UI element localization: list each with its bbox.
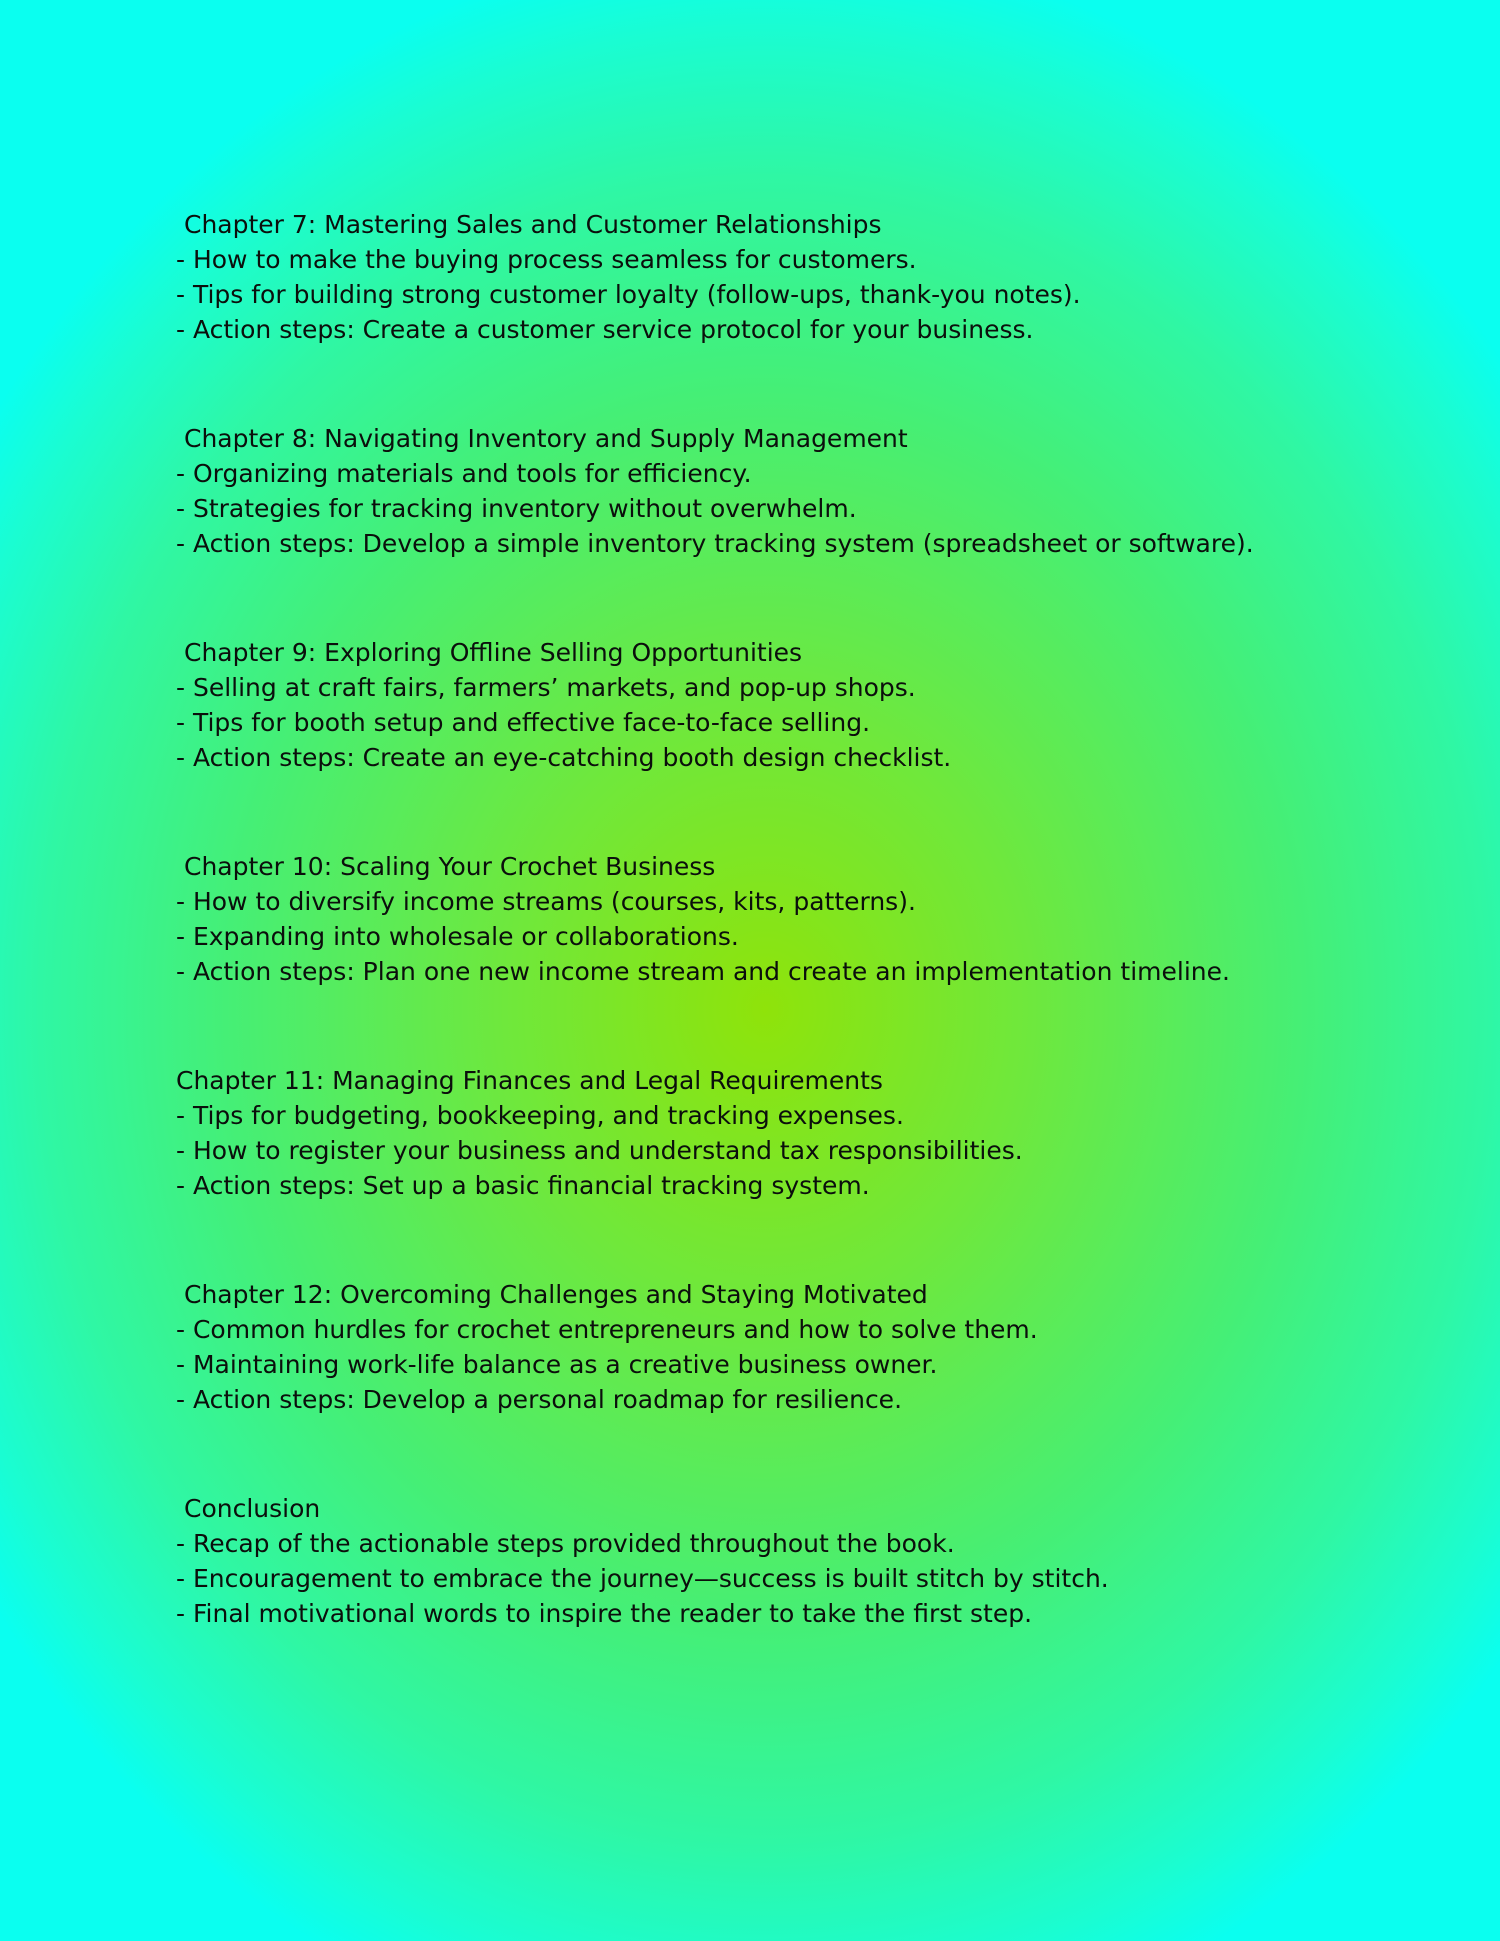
section-chapter-9	[176, 635, 1396, 775]
section-heading: Chapter 12: Overcoming Challenges and Staying Motivated	[184, 1280, 928, 1309]
section-heading: Chapter 10: Scaling Your Crochet Business	[184, 852, 716, 881]
section-item: - Strategies for tracking inventory without overwhelm.	[176, 494, 857, 523]
section-item: - Tips for budgeting, bookkeeping, and tracking expenses.	[176, 1101, 904, 1130]
section-heading: Chapter 7: Mastering Sales and Customer Relationships	[184, 210, 882, 239]
section-chapter-10	[176, 849, 1396, 989]
section-item: - Action steps: Create a customer service protocol for your business.	[176, 315, 1034, 344]
section-chapter-8	[176, 421, 1396, 561]
section-chapter-7	[176, 207, 1396, 347]
section-chapter-11	[176, 1063, 1396, 1203]
section-heading: Chapter 8: Navigating Inventory and Supply Management	[184, 424, 908, 453]
document-body	[176, 207, 1396, 1631]
section-item: - Selling at craft fairs, farmers’ markets, and pop-up shops.	[176, 673, 916, 702]
section-item: - How to diversify income streams (courses, kits, patterns).	[176, 887, 916, 916]
section-item: - Action steps: Plan one new income stream and create an implementation timeline.	[176, 957, 1230, 986]
section-item: - Common hurdles for crochet entrepreneurs and how to solve them.	[176, 1315, 1038, 1344]
section-item: - Recap of the actionable steps provided throughout the book.	[176, 1529, 955, 1558]
section-item: - Tips for building strong customer loyalty (follow-ups, thank-you notes).	[176, 280, 1081, 309]
section-item: - Action steps: Set up a basic financial tracking system.	[176, 1171, 870, 1200]
section-item: - Maintaining work-life balance as a creative business owner.	[176, 1350, 938, 1379]
section-item: - Expanding into wholesale or collaborations.	[176, 922, 739, 951]
section-item: - How to register your business and understand tax responsibilities.	[176, 1136, 1023, 1165]
section-item: - Tips for booth setup and effective face-to-face selling.	[176, 708, 871, 737]
section-item: - Action steps: Create an eye-catching booth design checklist.	[176, 743, 952, 772]
section-item: - How to make the buying process seamless for customers.	[176, 245, 917, 274]
section-item: - Final motivational words to inspire the reader to take the first step.	[176, 1599, 1033, 1628]
section-item: - Organizing materials and tools for efficiency.	[176, 459, 752, 488]
section-chapter-12	[176, 1277, 1396, 1417]
section-heading: Chapter 9: Exploring Offline Selling Opportunities	[184, 638, 803, 667]
section-item: - Action steps: Develop a personal roadmap for resilience.	[176, 1385, 903, 1414]
section-heading: Conclusion	[184, 1494, 321, 1523]
section-conclusion	[176, 1491, 1396, 1631]
section-heading: Chapter 11: Managing Finances and Legal Requirements	[176, 1066, 883, 1095]
section-item: - Encouragement to embrace the journey—success is built stitch by stitch.	[176, 1564, 1109, 1593]
section-item: - Action steps: Develop a simple inventory tracking system (spreadsheet or software).	[176, 529, 1254, 558]
